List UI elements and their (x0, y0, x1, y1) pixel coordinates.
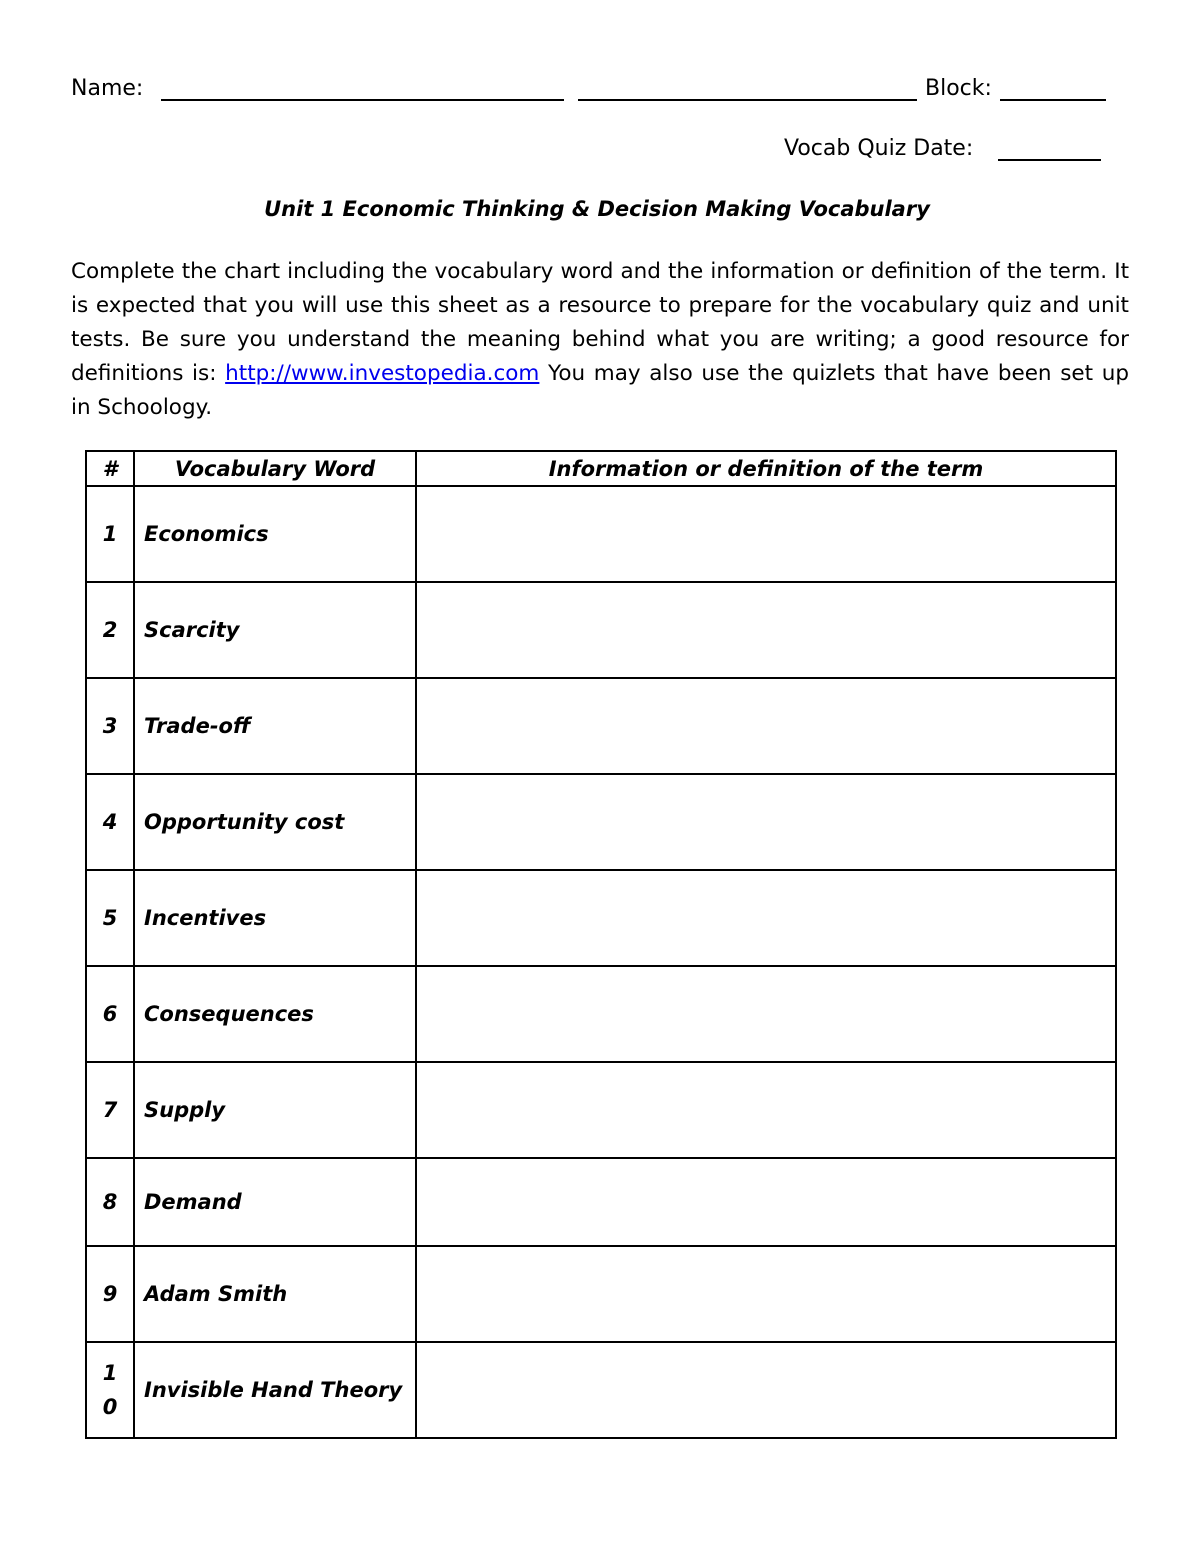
row-number: 5 (86, 870, 134, 966)
table-header-row (86, 451, 1116, 486)
instructions-paragraph (71, 255, 1129, 425)
header-number: # (86, 451, 134, 486)
definition-cell[interactable] (416, 1246, 1116, 1342)
row-number: 4 (86, 774, 134, 870)
definition-cell[interactable] (416, 1158, 1116, 1246)
name-field-first[interactable] (161, 99, 564, 101)
definition-cell[interactable] (416, 582, 1116, 678)
vocabulary-word: Scarcity (134, 582, 416, 678)
vocabulary-word: Invisible Hand Theory (134, 1342, 416, 1438)
page-title: Unit 1 Economic Thinking & Decision Making Vocabulary (264, 197, 930, 221)
name-field-second[interactable] (578, 99, 917, 101)
table-row (86, 1158, 1116, 1246)
row-number: 3 (86, 678, 134, 774)
row-number: 2 (86, 582, 134, 678)
vocabulary-word: Trade-off (134, 678, 416, 774)
vocabulary-word: Incentives (134, 870, 416, 966)
row-number: 7 (86, 1062, 134, 1158)
row-number: 1 (86, 486, 134, 582)
block-label: Block: (925, 76, 992, 101)
row-number: 9 (86, 1246, 134, 1342)
definition-cell[interactable] (416, 774, 1116, 870)
vocabulary-word: Demand (134, 1158, 416, 1246)
instructions-text-after-link: You may also use the quizlets that have been set up in Schoology. (71, 361, 1129, 420)
vocabulary-word: Consequences (134, 966, 416, 1062)
header-vocabulary-word: Vocabulary Word (134, 451, 416, 486)
vocabulary-word: Economics (134, 486, 416, 582)
quiz-date-label: Vocab Quiz Date: (784, 136, 974, 161)
investopedia-link[interactable]: http://www.investopedia.com (225, 361, 540, 386)
instructions-text-before-link: Complete the chart including the vocabulary word and the information or definition of the term. It is expected that you will use this sheet as a resource to prepare for the vocabulary quiz and unit tests. Be sure you understand the meaning behind what you are writing; a good resource for definitions is: (71, 259, 1129, 386)
table-row (86, 678, 1116, 774)
name-label: Name: (71, 76, 144, 101)
row-number: 10 (86, 1342, 134, 1438)
definition-cell[interactable] (416, 678, 1116, 774)
table-row (86, 1062, 1116, 1158)
table-row (86, 774, 1116, 870)
definition-cell[interactable] (416, 870, 1116, 966)
definition-cell[interactable] (416, 966, 1116, 1062)
vocabulary-word: Supply (134, 1062, 416, 1158)
definition-cell[interactable] (416, 1062, 1116, 1158)
row-number: 6 (86, 966, 134, 1062)
table-row (86, 582, 1116, 678)
table-row (86, 486, 1116, 582)
table-row (86, 870, 1116, 966)
vocabulary-word: Opportunity cost (134, 774, 416, 870)
definition-cell[interactable] (416, 486, 1116, 582)
row-number: 8 (86, 1158, 134, 1246)
header-definition: Information or definition of the term (416, 451, 1116, 486)
definition-cell[interactable] (416, 1342, 1116, 1438)
block-field[interactable] (1000, 99, 1106, 101)
vocabulary-table (85, 450, 1117, 1439)
vocabulary-word: Adam Smith (134, 1246, 416, 1342)
quiz-date-field[interactable] (998, 159, 1101, 161)
table-row (86, 1246, 1116, 1342)
table-row (86, 1342, 1116, 1438)
table-row (86, 966, 1116, 1062)
